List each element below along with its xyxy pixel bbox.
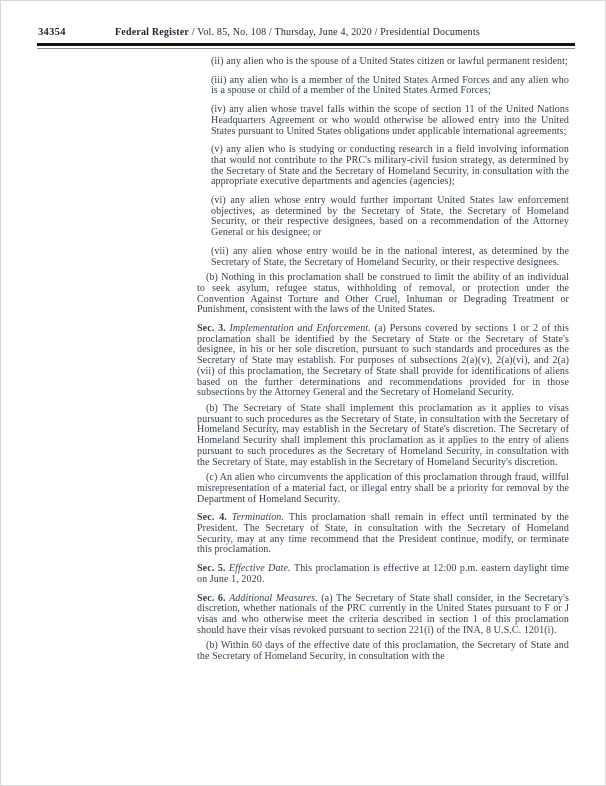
paragraph: (vii) any alien whose entry would be in the national interest, as determined by the Secretary of State, the Secretary of Homeland Security, or their respective designees. <box>211 245 569 268</box>
section-paragraph: Sec. 6. Additional Measures. (a) The Secretary of State shall consider, in the Secretary's discretion, whether nationals of the PRC currently in the United States pursuant to F or J visas and who otherwise meet the criteria described in section 1 of this proclamation should have their visas revoked pursuant to section 221(i) of the INA, 8 U.S.C. 1201(i). <box>197 592 569 636</box>
journal-title: Federal Register <box>115 27 190 38</box>
section-paragraph: Sec. 4. Termination. This proclamation shall remain in effect until terminated by the President. The Secretary of State, in consultation with the Secretary of Homeland Security, may at any time recommend that the President continue, modify, or terminate this proclamation. <box>197 512 569 556</box>
section-paragraph: Sec. 5. Effective Date. This proclamation is effective at 12:00 p.m. eastern daylight time on June 1, 2020. <box>197 563 570 585</box>
paragraph: (b) The Secretary of State shall implement this proclamation as it applies to visas pursuant to such procedures as the Secretary of State, in consultation with the Secretary of Homeland Security, may establish in the Secretary of State's discretion. The Secretary of Homeland Security shall implement this proclamation as it applies to the entry of aliens pursuant to such procedures as the Secretary of Homeland Security, in consultation with the Secretary of State, may establish in the Secretary of Homeland Security's discretion. <box>197 402 569 468</box>
section-label: Sec. 4. <box>197 512 232 524</box>
paragraph: (iv) any alien whose travel falls within the scope of section 11 of the United Nations Headquarters Agreement or who would otherwise be allowed entry into the United States pursuant to United States obligations under applicable international agreements; <box>211 104 569 137</box>
paragraph: (c) An alien who circumvents the application of this proclamation through fraud, willful misrepresentation of a material fact, or illegal entry shall be a priority for removal by the Department of Homeland Security. <box>197 472 569 505</box>
paragraph: (b) Within 60 days of the effective date of this proclamation, the Secretary of State and the Secretary of Homeland Security, in consultation with the <box>197 640 569 663</box>
section-title: Additional Measures. <box>229 592 322 604</box>
document-body <box>197 57 569 663</box>
section-label: Sec. 6. <box>197 592 230 604</box>
section-title: Effective Date. <box>228 563 294 575</box>
page-number: 34354 <box>38 27 66 38</box>
page-header <box>115 27 480 38</box>
header-double-rule <box>37 43 575 50</box>
paragraph: (v) any alien who is studying or conducting research in a field involving information that would not contribute to the PRC's military-civil fusion strategy, as determined by the Secretary of State and the Secretary of Homeland Security, in consultation with the appropriate executive departments and agencies (agencies); <box>211 144 569 188</box>
issue-info: / Vol. 85, No. 108 / Thursday, June 4, 2020 / Presidential Documents <box>189 27 480 38</box>
rule-black-line <box>37 43 575 46</box>
rule-gray-line <box>37 48 575 50</box>
section-label: Sec. 5. <box>197 563 229 575</box>
paragraph: (iii) any alien who is a member of the United States Armed Forces and any alien who is a spouse or child of a member of the United States Armed Forces; <box>211 74 569 97</box>
section-paragraph: Sec. 3. Implementation and Enforcement. (a) Persons covered by sections 1 or 2 of this proclamation shall be identified by the Secretary of State or the Secretary of State's designee, in his or her sole discretion, pursuant to such standards and procedures as the Secretary of State may establish. For purposes of subsections 2(a)(v), 2(a)(vi), and 2(a)(vii) of this proclamation, the Secretary of State shall provide for identifications of aliens based on the further determinations and recommendations provided for in those subsections by the Attorney General and the Secretary of Homeland Security. <box>197 323 569 399</box>
section-label: Sec. 3. <box>197 323 230 335</box>
paragraph: (vi) any alien whose entry would further important United States law enforcement objectives, as determined by the Secretary of State, the Secretary of Homeland Security, or their respective designees, based on a recommendation of the Attorney General or his designee; or <box>211 195 569 239</box>
paragraph: (b) Nothing in this proclamation shall be construed to limit the ability of an individual to seek asylum, refugee status, withholding of removal, or protection under the Convention Against Torture and Other Cruel, Inhuman or Degrading Treatment or Punishment, consistent with the laws of the United States. <box>197 272 569 316</box>
paragraph: (ii) any alien who is the spouse of a United States citizen or lawful permanent resident; <box>211 56 568 67</box>
section-title: Implementation and Enforcement. <box>229 323 375 335</box>
section-title: Termination. <box>231 512 289 524</box>
